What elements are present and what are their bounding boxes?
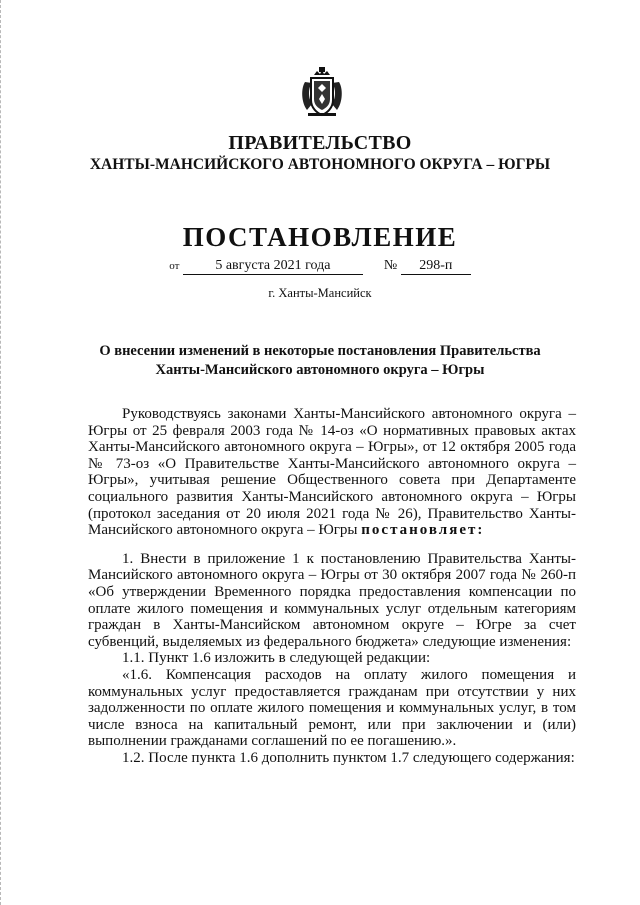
government-title: ПРАВИТЕЛЬСТВО (228, 132, 412, 154)
date-number-line (0, 258, 640, 275)
document-number: 298-п (401, 258, 471, 275)
document-subject (0, 342, 640, 380)
preamble-text: Руководствуясь законами Ханты-Мансийского автономного округа – Югры от 25 февраля 2003 года № 14-оз «О нормативных правовых актах Ханты-Мансийского автономного округа – Югры», от 12 октября 2005 года № 73-оз «О Правительстве Ханты-Мансийского автономного округа – Югры», учитывая решение Общественного совета при Департаменте социального развития Ханты-Мансийского автономного округа – Югры (протокол заседания от 20 июля 2021 года № 26), Правительство Ханты-Мансийского автономного округа – Югры (88, 406, 576, 539)
quote-1-6-paragraph: «1.6. Компенсация расходов на оплату жилого помещения и коммунальных услуг предоставляется гражданам при отсутствии у них задолженности по оплате жилого помещения и коммунальных услуг, в том числе взноса на капитальный ремонт, или при заключении и (или) выполнении гражданами соглашений по ее погашению.». (88, 666, 576, 750)
document-type: ПОСТАНОВЛЕНИЕ (182, 222, 458, 252)
document-body (88, 406, 576, 766)
item-1-2-paragraph: 1.2. После пункта 1.6 дополнить пунктом 1.7 следующего содержания: (122, 749, 575, 766)
government-region: ХАНТЫ-МАНСИЙСКОГО АВТОНОМНОГО ОКРУГА – ЮГРЫ (89, 156, 551, 173)
coat-of-arms-emblem (300, 66, 344, 118)
preamble-paragraph (88, 406, 576, 539)
item-1-paragraph: 1. Внести в приложение 1 к постановлению Правительства Ханты-Мансийского автономного округа – Югры от 30 октября 2007 года № 260-п «Об утверждении Временного порядка предоставления компенсации по оплате жилого помещения и коммунальных услуг отдельным категориям граждан в Ханты-Мансийском автономном округе – Югре за счет субвенций, выделяемых из федерального бюджета» следующие изменения: (88, 550, 576, 650)
document-date: 5 августа 2021 года (183, 258, 363, 275)
decree-word: постановляет: (361, 522, 485, 539)
date-prefix: от (169, 260, 180, 272)
number-prefix: № (383, 258, 398, 273)
city-name: г. Ханты-Мансийск (268, 286, 372, 300)
subject-line-2: Ханты-Мансийского автономного округа – Югры (155, 362, 485, 378)
item-1-1-paragraph: 1.1. Пункт 1.6 изложить в следующей редакции: (122, 650, 431, 667)
subject-line-1: О внесении изменений в некоторые постановления Правительства (99, 343, 541, 359)
